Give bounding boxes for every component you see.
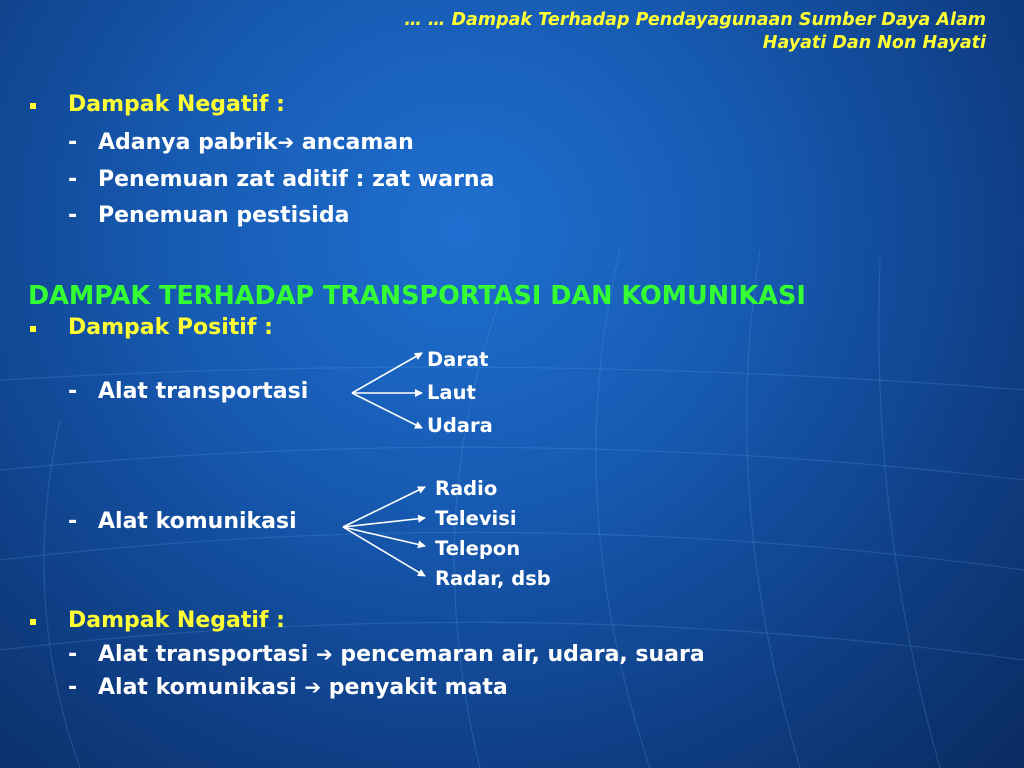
dash-marker: -	[68, 675, 78, 700]
item-text: Alat transportasi	[98, 642, 316, 667]
dash-marker: -	[68, 642, 78, 667]
negative-heading: Dampak Negatif :	[68, 608, 285, 633]
dash-marker: -	[68, 167, 78, 192]
right-arrow-icon: ➔	[315, 642, 333, 666]
item-text: Alat komunikasi	[98, 675, 305, 700]
arrow-to-televisi	[343, 518, 425, 527]
right-arrow-icon: ➔	[277, 130, 295, 154]
communication-label: Alat komunikasi	[98, 509, 297, 534]
bullet-marker	[30, 619, 36, 625]
right-arrow-icon: ➔	[304, 675, 322, 699]
communication-branch-televisi: Televisi	[435, 507, 517, 530]
list-item	[68, 675, 508, 700]
arrow-to-radar	[343, 527, 425, 576]
transport-branch-laut: Laut	[427, 381, 476, 404]
dash-marker: -	[68, 509, 78, 534]
item-text-2: pencemaran air, udara, suara	[332, 642, 705, 667]
section1-heading: Dampak Negatif :	[68, 92, 285, 117]
item-text: Adanya pabrik	[98, 130, 278, 155]
communication-branch-radio: Radio	[435, 477, 498, 500]
arrow-to-darat	[352, 353, 422, 393]
arrow-to-telepon	[343, 527, 425, 546]
arrow-to-radio	[343, 487, 425, 527]
transport-branch-darat: Darat	[427, 348, 489, 371]
dash-marker: -	[68, 130, 78, 155]
header-line-2: Hayati Dan Non Hayati	[762, 33, 986, 53]
header-line-1: … … Dampak Terhadap Pendayagunaan Sumber Daya Alam	[404, 10, 986, 30]
communication-branch-radar: Radar, dsb	[435, 567, 551, 590]
item-text-2: ancaman	[294, 130, 414, 155]
arrow-to-udara	[352, 393, 422, 428]
communication-branch-telepon: Telepon	[435, 537, 521, 560]
item-text: Penemuan pestisida	[98, 203, 350, 228]
dash-marker: -	[68, 379, 78, 404]
positive-heading: Dampak Positif :	[68, 315, 273, 340]
dash-marker: -	[68, 203, 78, 228]
list-item	[68, 642, 705, 667]
transport-branch-udara: Udara	[427, 414, 493, 437]
transport-label: Alat transportasi	[98, 379, 309, 404]
item-text-2: penyakit mata	[321, 675, 508, 700]
item-text: Penemuan zat aditif : zat warna	[98, 167, 495, 192]
section2-title: DAMPAK TERHADAP TRANSPORTASI DAN KOMUNIKASI	[28, 281, 806, 311]
